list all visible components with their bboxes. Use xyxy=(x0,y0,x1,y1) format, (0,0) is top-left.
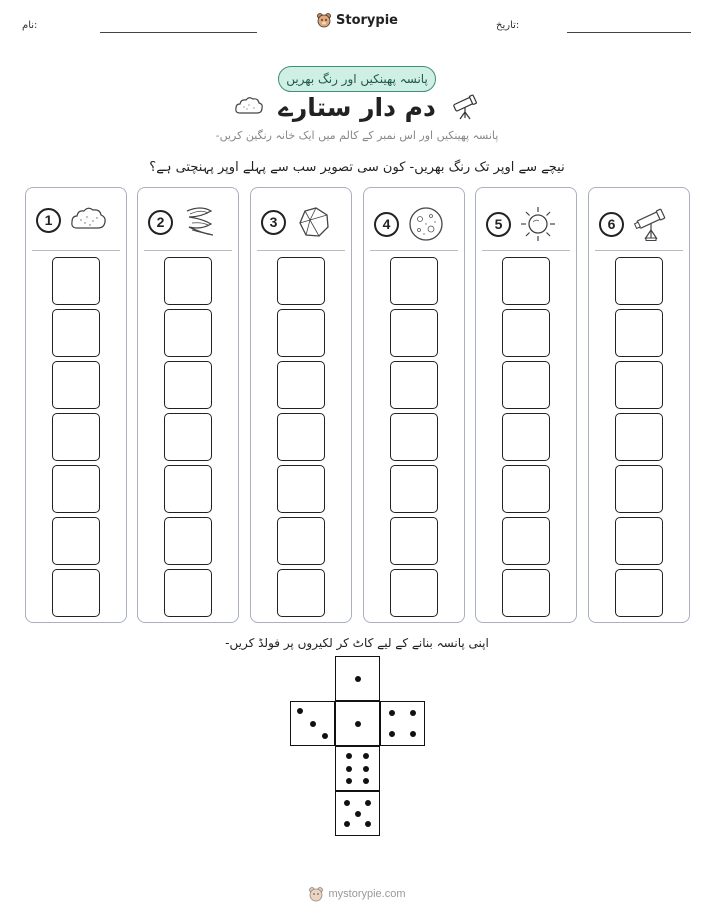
die-pip xyxy=(355,721,361,727)
color-box[interactable] xyxy=(52,257,100,305)
color-box[interactable] xyxy=(52,517,100,565)
color-box[interactable] xyxy=(502,361,550,409)
column-header xyxy=(374,205,445,243)
activity-badge: پانسہ پھینکیں اور رنگ بھریں xyxy=(278,66,436,92)
dice-column-4 xyxy=(363,187,465,623)
column-divider xyxy=(370,250,458,251)
bear-icon xyxy=(308,886,324,902)
color-box[interactable] xyxy=(52,465,100,513)
column-divider xyxy=(595,250,683,251)
instruction: نیچے سے اوپر تک رنگ بھریں- کون سی تصویر سب سے پہلے اوپر پہنچتی ہے؟ xyxy=(149,160,565,175)
color-box[interactable] xyxy=(615,361,663,409)
die-pip xyxy=(344,821,350,827)
brand-logo xyxy=(0,12,714,28)
color-box[interactable] xyxy=(164,361,212,409)
fold-instruction: اپنی پانسہ بنانے کے لیے کاٹ کر لکیروں پر فولڈ کریں- xyxy=(225,636,489,650)
column-header xyxy=(599,205,670,243)
die-pip xyxy=(410,710,416,716)
die-pip xyxy=(363,753,369,759)
color-box[interactable] xyxy=(615,517,663,565)
dice-column-6 xyxy=(588,187,690,623)
telescope-icon xyxy=(632,205,670,243)
column-divider xyxy=(257,250,345,251)
color-box[interactable] xyxy=(52,413,100,461)
color-box[interactable] xyxy=(164,257,212,305)
die-pip xyxy=(346,778,352,784)
color-box[interactable] xyxy=(164,413,212,461)
color-box[interactable] xyxy=(277,309,325,357)
die-pip xyxy=(389,710,395,716)
column-divider xyxy=(482,250,570,251)
sun-icon xyxy=(519,205,557,243)
color-box[interactable] xyxy=(390,413,438,461)
subtitle: پانسہ پھینکیں اور اس نمبر کے کالم میں ایک خانہ رنگین کریں- xyxy=(215,129,499,142)
color-box[interactable] xyxy=(164,465,212,513)
die-face xyxy=(380,701,425,746)
title-row xyxy=(0,92,714,122)
moon-icon xyxy=(407,205,445,243)
color-box[interactable] xyxy=(277,361,325,409)
color-box[interactable] xyxy=(390,569,438,617)
die-pip xyxy=(365,821,371,827)
die-face xyxy=(335,701,380,746)
die-pip xyxy=(410,731,416,737)
color-box[interactable] xyxy=(390,465,438,513)
dice-column-3 xyxy=(250,187,352,623)
die-pip xyxy=(363,766,369,772)
die-pip xyxy=(355,811,361,817)
color-box[interactable] xyxy=(615,309,663,357)
dice-column-1 xyxy=(25,187,127,623)
die-pip xyxy=(322,733,328,739)
color-box[interactable] xyxy=(277,257,325,305)
color-box[interactable] xyxy=(502,569,550,617)
column-number: 1 xyxy=(36,208,61,233)
column-header xyxy=(261,205,332,239)
color-box[interactable] xyxy=(502,257,550,305)
footer-url: mystorypie.com xyxy=(328,888,406,900)
column-header xyxy=(486,205,557,243)
column-divider xyxy=(32,250,120,251)
color-box[interactable] xyxy=(502,309,550,357)
cloud-icon xyxy=(69,205,107,235)
footer xyxy=(0,886,714,902)
die-face xyxy=(290,701,335,746)
page-title: دم دار ستارے xyxy=(278,92,436,122)
color-box[interactable] xyxy=(52,361,100,409)
color-box[interactable] xyxy=(277,569,325,617)
dice-column-5 xyxy=(475,187,577,623)
die-face xyxy=(335,656,380,701)
color-box[interactable] xyxy=(52,569,100,617)
die-pip xyxy=(389,731,395,737)
color-box[interactable] xyxy=(615,413,663,461)
color-box[interactable] xyxy=(277,517,325,565)
column-divider xyxy=(144,250,232,251)
telescope-icon xyxy=(450,92,480,122)
color-box[interactable] xyxy=(52,309,100,357)
bear-icon xyxy=(316,12,332,28)
date-label: تاریخ: xyxy=(496,20,520,31)
color-box[interactable] xyxy=(277,465,325,513)
color-box[interactable] xyxy=(615,257,663,305)
die-pip xyxy=(346,753,352,759)
color-box[interactable] xyxy=(390,361,438,409)
color-box[interactable] xyxy=(502,517,550,565)
color-box[interactable] xyxy=(502,413,550,461)
color-box[interactable] xyxy=(277,413,325,461)
die-face xyxy=(335,791,380,836)
name-label: نام: xyxy=(22,20,38,31)
column-number: 5 xyxy=(486,212,511,237)
color-box[interactable] xyxy=(615,569,663,617)
die-pip xyxy=(346,766,352,772)
color-box[interactable] xyxy=(390,517,438,565)
color-box[interactable] xyxy=(164,517,212,565)
die-face xyxy=(335,746,380,791)
die-pip xyxy=(363,778,369,784)
die-pip xyxy=(365,800,371,806)
column-number: 2 xyxy=(148,210,173,235)
brand-name: Storypie xyxy=(336,12,398,28)
cloud-icon xyxy=(234,95,264,119)
die-pip xyxy=(297,708,303,714)
name-line[interactable] xyxy=(100,32,257,33)
color-box[interactable] xyxy=(164,569,212,617)
date-line[interactable] xyxy=(567,32,691,33)
column-header xyxy=(36,205,107,235)
color-box[interactable] xyxy=(390,257,438,305)
die-pip xyxy=(310,721,316,727)
column-header xyxy=(148,205,219,239)
color-box[interactable] xyxy=(390,309,438,357)
ribbon-icon xyxy=(181,205,219,239)
column-number: 6 xyxy=(599,212,624,237)
color-box[interactable] xyxy=(164,309,212,357)
die-pip xyxy=(355,676,361,682)
column-number: 4 xyxy=(374,212,399,237)
color-box[interactable] xyxy=(615,465,663,513)
die-pip xyxy=(344,800,350,806)
die-net xyxy=(290,656,425,836)
color-box[interactable] xyxy=(502,465,550,513)
column-number: 3 xyxy=(261,210,286,235)
rock-icon xyxy=(294,205,332,239)
dice-column-2 xyxy=(137,187,239,623)
